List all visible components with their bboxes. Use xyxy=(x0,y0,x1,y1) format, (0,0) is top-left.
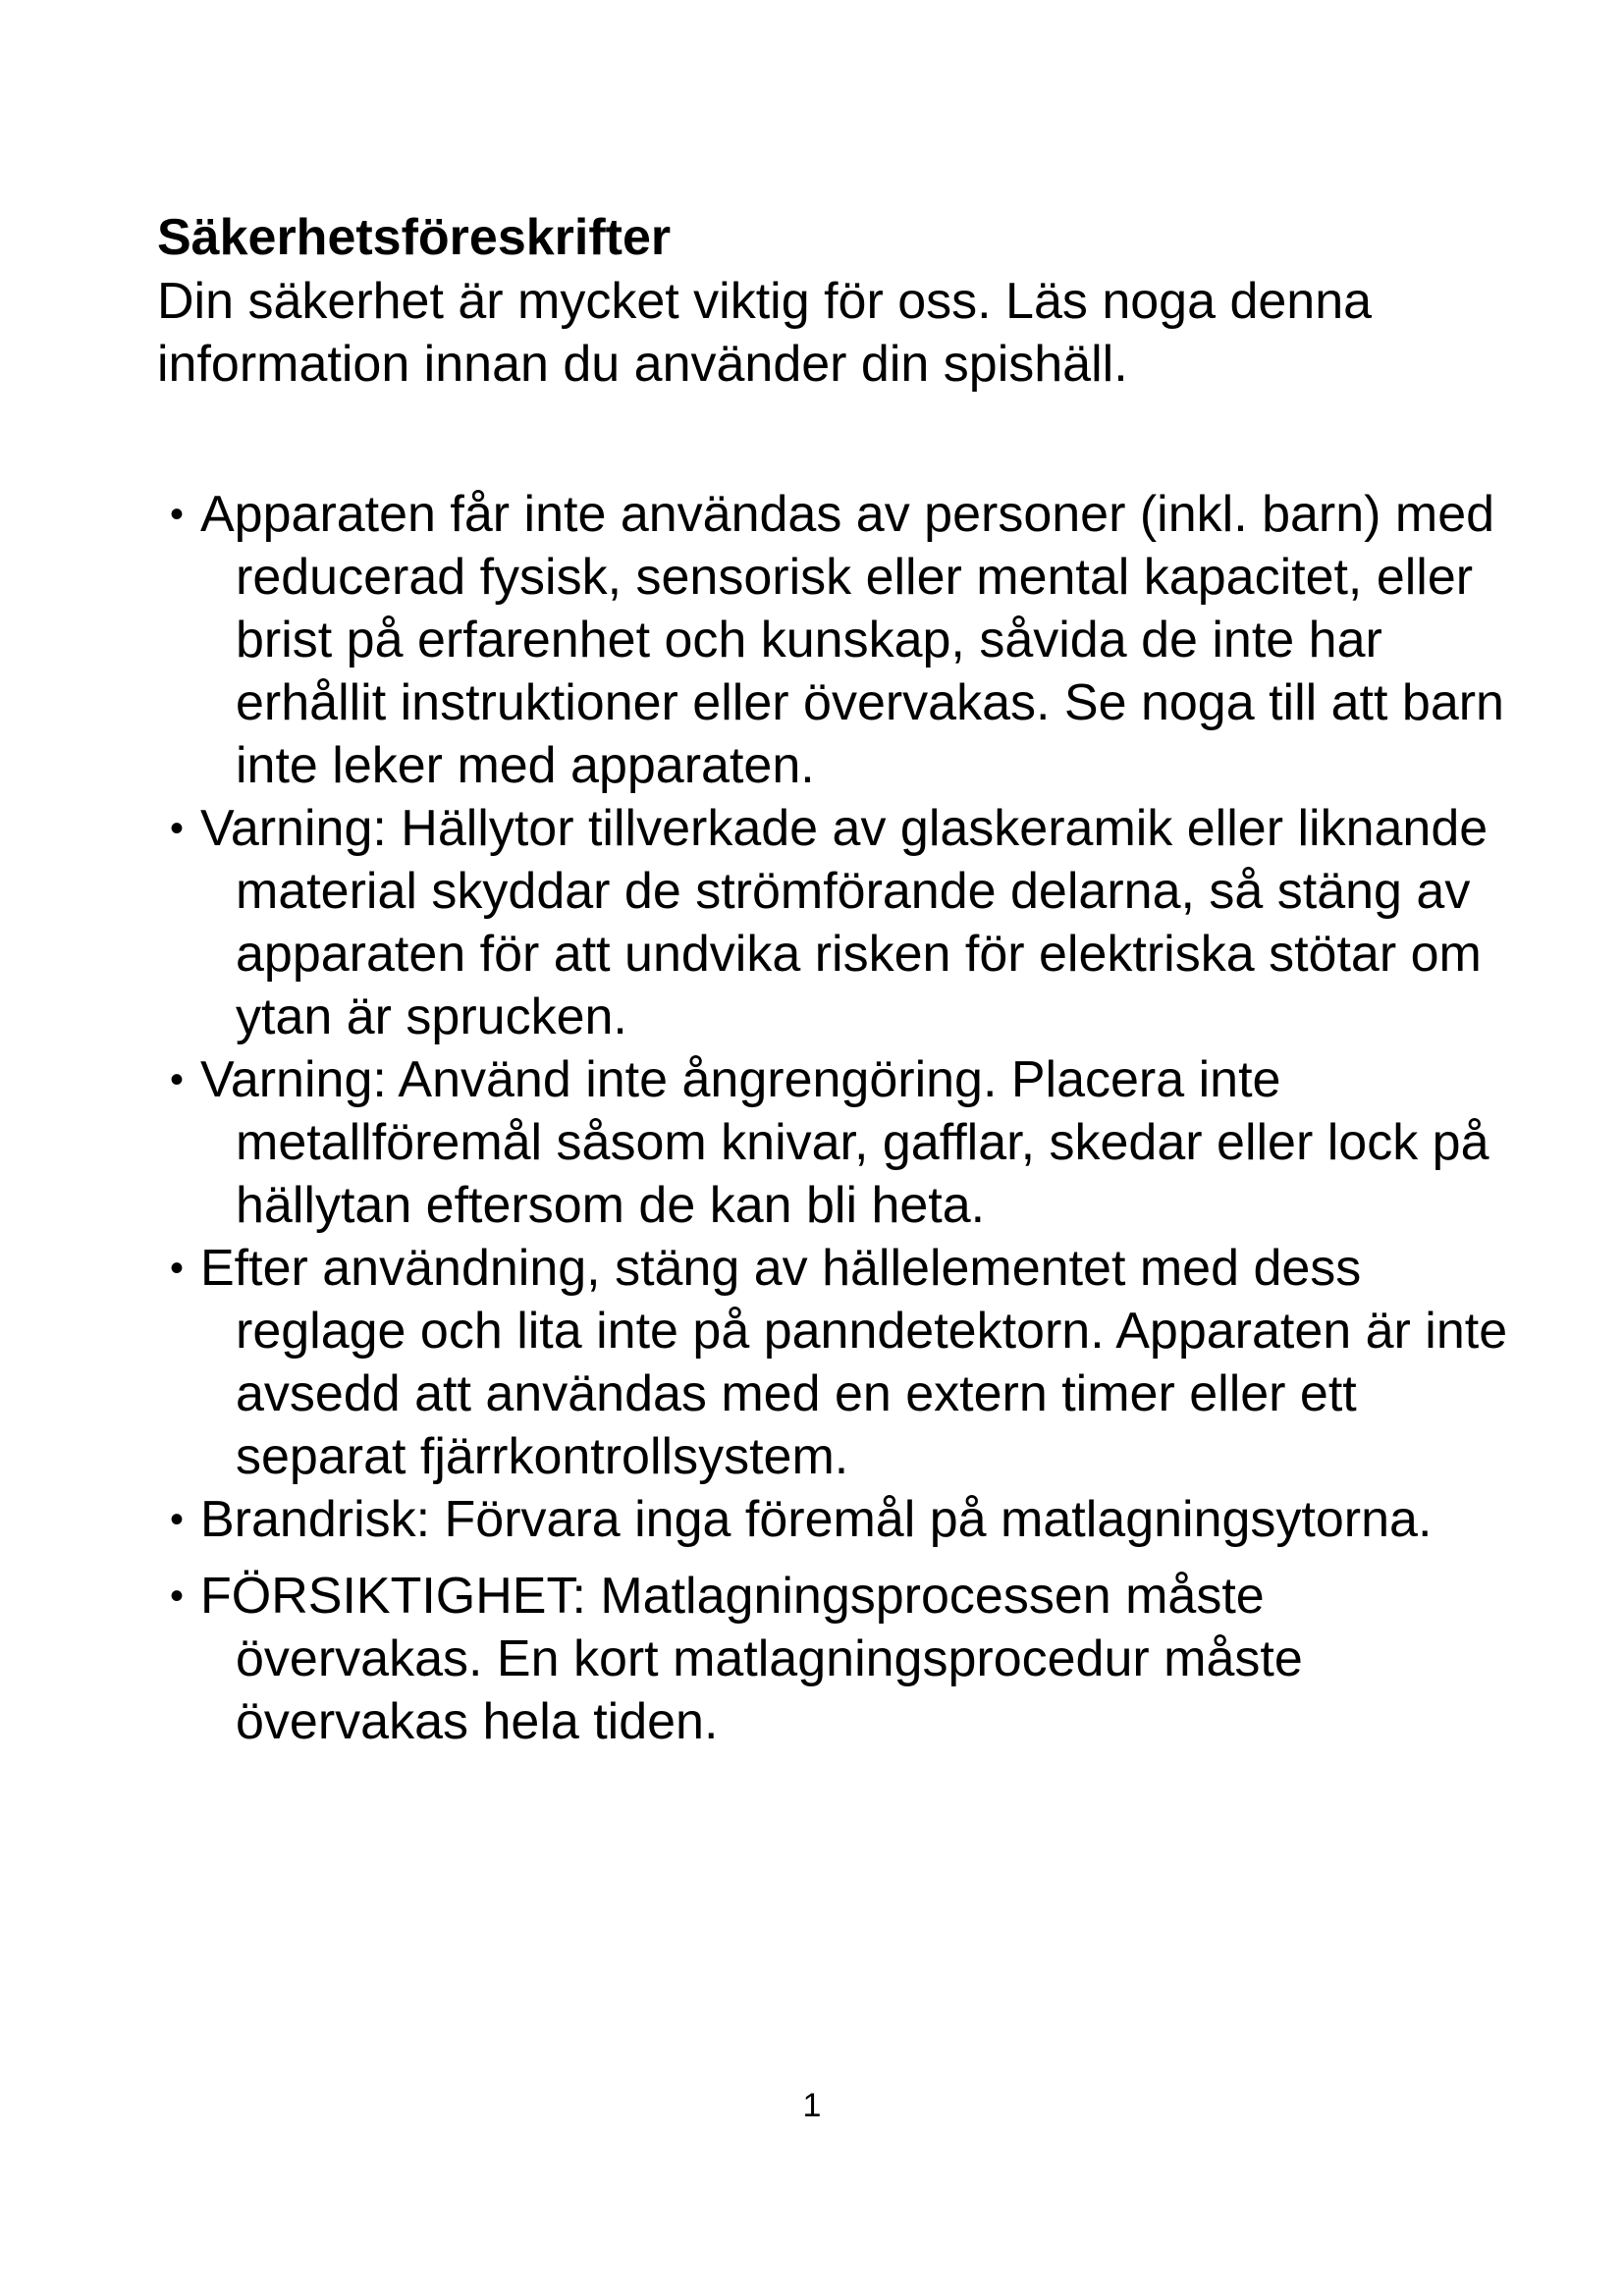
list-item xyxy=(157,1237,1512,1488)
bullet-icon: • xyxy=(169,493,184,536)
list-item-continuation: liknande material skyddar de strömförande delarna, så stäng av apparaten för att undvika risken för elektriska stötar om ytan är sprucken. xyxy=(236,800,1489,1045)
list-item xyxy=(157,1565,1512,1753)
list-item xyxy=(157,1488,1512,1551)
list-item xyxy=(157,797,1512,1048)
list-item-text xyxy=(200,1048,1512,1237)
list-item-first-line: FÖRSIKTIGHET: Matlagningsprocessen måste xyxy=(200,1568,1265,1625)
page-number: 1 xyxy=(802,2087,822,2124)
safety-list xyxy=(157,483,1512,1753)
list-item-text xyxy=(200,797,1512,1048)
list-item xyxy=(157,1048,1512,1237)
list-item-continuation: metallföremål såsom knivar, gafflar, skedar eller lock på hällytan eftersom de kan bli heta. xyxy=(236,1114,1489,1234)
list-item-continuation: barn) med reducerad fysisk, sensorisk eller mental kapacitet, eller brist på erfarenhet och kunskap, såvida de inte har erhållit instruktioner eller övervakas. Se noga till att barn inte leker med apparaten. xyxy=(236,486,1504,794)
list-item-continuation: matlagningsytorna. xyxy=(1001,1491,1433,1548)
list-item-continuation: dess reglage och lita inte på panndetektorn. Apparaten är inte avsedd att användas med en extern timer eller ett separat fjärrkontrollsystem. xyxy=(236,1240,1508,1485)
list-item-text xyxy=(200,483,1512,797)
page-title: Säkerhetsföreskrifter xyxy=(157,209,672,266)
list-item-continuation: övervakas. En kort matlagningsprocedur måste övervakas hela tiden. xyxy=(236,1630,1303,1750)
intro-paragraph: Din säkerhet är mycket viktig för oss. Läs noga denna information innan du använder din spishäll. xyxy=(157,273,1373,393)
list-item-first-line: Varning: Använd inte ångrengöring. Placera inte xyxy=(200,1051,1281,1108)
bullet-icon: • xyxy=(169,1575,184,1618)
list-item-first-line: Apparaten får inte användas av personer (inkl. xyxy=(200,486,1248,543)
bullet-icon: • xyxy=(169,1058,184,1101)
bullet-icon: • xyxy=(169,1498,184,1541)
list-item-first-line: Varning: Hällytor tillverkade av glaskeramik eller xyxy=(200,800,1284,857)
list-item-first-line: Efter användning, stäng av hällelementet med xyxy=(200,1240,1240,1297)
list-item-text xyxy=(200,1237,1512,1488)
list-item xyxy=(157,483,1512,797)
list-item-first-line: Brandrisk: Förvara inga föremål på xyxy=(200,1491,987,1548)
list-item-text xyxy=(200,1488,1512,1551)
bullet-icon: • xyxy=(169,807,184,850)
bullet-icon: • xyxy=(169,1247,184,1290)
list-item-text xyxy=(200,1565,1512,1753)
